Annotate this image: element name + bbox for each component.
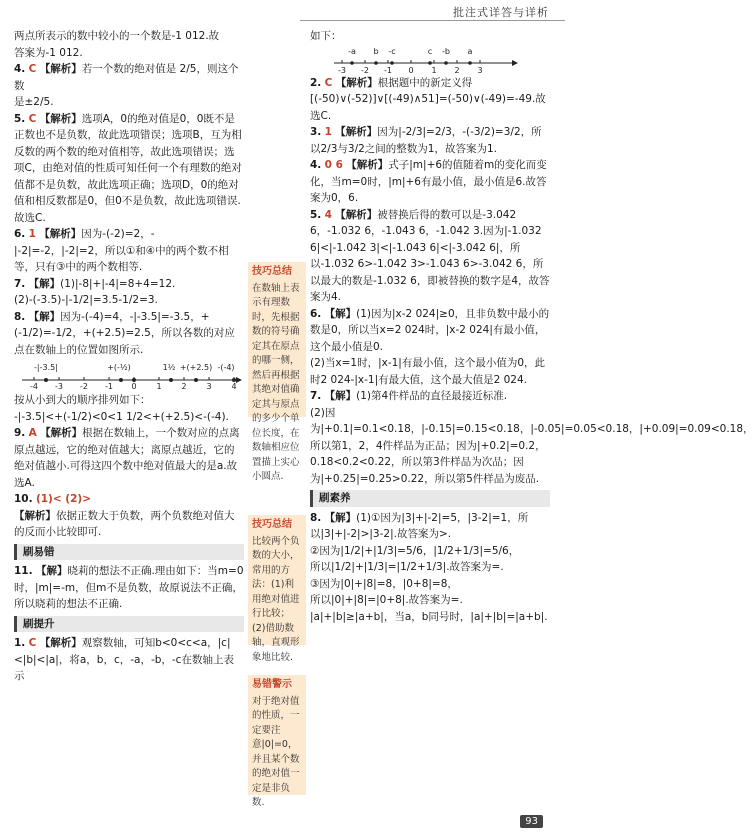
question-5 [14, 111, 244, 227]
question-4-right [310, 157, 550, 207]
svg-text:b: b [373, 46, 379, 56]
question-number: 5. [310, 208, 322, 221]
text-line: -|-3.5|<+(-1/2)<0<1 1/2<+(+2.5)<-(-4). [14, 410, 229, 423]
svg-text:3: 3 [477, 65, 483, 75]
section-band: 刷易错 [14, 544, 244, 561]
question-number: 7. [310, 390, 322, 402]
question-number: 6. [14, 228, 26, 240]
analysis-tag: 【解析】 [39, 228, 82, 240]
side-note-tag: 技巧总结 [252, 266, 292, 277]
solution-text: 因为-(-4)=4，-|-3.5|=-3.5，+(-1/2)=-1/2，+(+2.5)=2.5，所以各数的对应点在数轴上的位置如图所示. [14, 310, 235, 356]
analysis-text: 依据正数大于负数，两个负数绝对值大的反而小比较即可. [14, 509, 235, 538]
question-number: 8. [310, 511, 322, 524]
svg-text:c: c [427, 46, 433, 56]
analysis-text: 根据在数轴上，一个数对应的点离原点越远，它的绝对值越大；离原点越近，它的绝对值越小.可得这四个数中绝对值最大的是a.故选A. [14, 427, 240, 489]
svg-text:-2: -2 [80, 382, 88, 391]
text-line: 如下： [310, 30, 342, 42]
question-number: 8. [14, 310, 26, 323]
svg-text:3: 3 [206, 382, 212, 391]
solution-text: ③因为|0|+|8|=8，|0+8|=8， [310, 577, 458, 590]
question-8-right [310, 510, 550, 626]
solution-tag: 【解】 [28, 310, 61, 323]
solution-tag: 【解】 [324, 511, 357, 524]
solution-text: 晓莉的想法不正确.理由如下：当m=0时，|m|=-m，但m不是负数，故原说法不正确，所以晓莉的想法不正确. [14, 565, 244, 610]
svg-text:-b: -b [442, 46, 450, 56]
answer: C [28, 637, 37, 649]
question-number: 1. [14, 637, 26, 649]
text-line: 两点所表示的数中较小的一个数是-1 012.故 [14, 30, 220, 42]
answer: 1 [28, 228, 36, 240]
question-7 [14, 276, 244, 309]
solution-text: (1)第4件样品的直径最接近标准. [356, 390, 508, 402]
solution-text: (2)-(-3.5)-|-1/2|=3.5-1/2=3. [14, 294, 158, 306]
svg-text:-c: -c [388, 46, 396, 56]
question-number: 2. [310, 76, 322, 89]
analysis-tag: 【解析】 [335, 76, 378, 89]
solution-text: (1)|-8|+|-4|=8+4=12. [60, 277, 176, 290]
svg-text:4: 4 [231, 382, 237, 391]
side-note-text: 对于绝对值的性质，一定要注意|0|=0，并且某个数的绝对值一定是非负数. [252, 695, 300, 808]
solution-tag: 【解】 [324, 390, 357, 402]
question-number: 11. [14, 565, 33, 577]
solution-text: 所以|0|+|8|=|0+8|.故答案为=. [310, 594, 463, 606]
analysis-tag: 【解析】 [335, 208, 378, 221]
question-1 [14, 635, 244, 685]
solution-text: (1)因为|x-2 024|≥0，且非负数中最小的数是0，所以当x=2 024时，|x-2 024|有最小值，这个最小值是0. [310, 307, 550, 353]
analysis-text: 因为|-2/3|=2/3，-(-3/2)=3/2，所以2/3与3/2之间的整数为1，故答案为1. [310, 126, 542, 155]
solution-tag: 【解】 [35, 565, 68, 577]
question-5-right [310, 207, 550, 306]
solution-text: 所以|1/2|+|1/3|=|1/2+1/3|.故答案为=. [310, 561, 504, 573]
question-number: 9. [14, 427, 26, 439]
question-number: 7. [14, 277, 26, 290]
question-10 [14, 491, 244, 541]
side-note-1 [248, 262, 306, 482]
analysis-tag: 【解析】 [14, 509, 56, 522]
svg-text:-a: -a [348, 46, 356, 56]
solution-tag: 【解】 [28, 277, 61, 290]
side-note-2 [248, 515, 306, 663]
analysis-text: 因为-(-2)=2，-|-2|=-2，|-2|=2，所以①和④中的两个数不相等，只有③中的两个数相等. [14, 228, 229, 273]
analysis-text: 被替换后得的数可以是-3.042 6，-1.032 6，-1.043 6，-1.042 3.因为|-1.032 6|<|-1.042 3|<|-1.043 6|<|-3.042 6|，所以-1.032 6>-1.042 3>-1.043 6>-3.042 6，所以最大的数是-1.032 6，即被替换的数字是4，故答案为4. [310, 208, 550, 303]
question-8 [14, 309, 244, 359]
svg-text:1: 1 [156, 382, 162, 391]
solution-text: (1)①因为|3|+|-2|=5，|3-2|=1，所以|3|+|-2|>|3-2|.故答案为>. [310, 511, 529, 540]
page-number: 93 [520, 815, 543, 828]
svg-text:-1: -1 [384, 65, 392, 75]
number-line-figure [14, 358, 244, 392]
answer: 4 [324, 208, 332, 221]
solution-text: |a|+|b|≥|a+b|，当a，b同号时，|a|+|b|=|a+b|. [310, 610, 548, 623]
analysis-text: 观察数轴，可知b<0<c<a，|c|<|b|<|a|，将a，b，c，-a，-b，-c在数轴上表示 [14, 637, 234, 682]
analysis-text: 根据题中的新定义得[(-50)∨(-52)]∨[(-49)∧51]=(-50)∨(-49)=-49.故选C. [310, 76, 546, 122]
question-9 [14, 425, 244, 491]
svg-text:1½: 1½ [162, 363, 176, 372]
question-6-right [310, 306, 550, 389]
question-11 [14, 563, 244, 613]
svg-text:-2: -2 [361, 65, 369, 75]
answer: C [28, 112, 37, 125]
svg-text:2: 2 [454, 65, 460, 75]
right-column [310, 28, 754, 625]
answer: 0 6 [324, 159, 343, 171]
svg-text:-1: -1 [105, 382, 113, 391]
svg-text:1: 1 [431, 65, 437, 75]
svg-text:+(-½): +(-½) [107, 363, 131, 372]
svg-text:0: 0 [408, 65, 414, 75]
left-column [14, 28, 244, 685]
answer: (1)< (2)> [35, 493, 92, 505]
answer: C [324, 76, 333, 89]
question-number: 6. [310, 307, 322, 320]
svg-text:0: 0 [131, 382, 137, 391]
answer: 1 [324, 126, 332, 138]
page-header: 批注式详答与详析 [453, 6, 549, 19]
analysis-tag: 【解析】 [335, 126, 378, 138]
analysis-tag: 【解析】 [39, 637, 82, 649]
question-6 [14, 226, 244, 276]
analysis-text: 若一个数的绝对值是 2/5，则这个数 [14, 63, 239, 92]
svg-text:-(-4): -(-4) [217, 363, 235, 372]
solution-tag: 【解】 [324, 307, 357, 320]
question-number: 4. [14, 63, 26, 75]
svg-text:-4: -4 [30, 382, 38, 391]
svg-text:-3: -3 [55, 382, 63, 391]
answer: C [28, 63, 37, 75]
solution-text: (2)因为|+0.1|=0.1<0.18，|-0.15|=0.15<0.18，|-0.05|=0.05<0.18，|+0.09|=0.09<0.18，所以第1，2，4件样品为正品；因为|+0.2|=0.2，0.18<0.2<0.22，所以第3件样品为次品；因为|+0.25|=0.25>0.22，所以第5件样品为废品. [310, 406, 754, 485]
side-note-text: 在数轴上表示有理数时，先根据数的符号确定其在原点的哪一侧，然后再根据其绝对值确定其与原点的多少个单位长度，在数轴相应位置描上实心小圆点. [252, 282, 300, 482]
question-2 [310, 75, 550, 125]
analysis-tag: 【解析】 [39, 112, 82, 125]
analysis-text: 式子|m|+6的值随着m的变化而变化，当m=0时，|m|+6有最小值，最小值是6.故答案为0，6. [310, 159, 547, 204]
side-note-tag: 易错警示 [252, 679, 292, 690]
answer: A [28, 427, 37, 439]
analysis-tag: 【解析】 [40, 427, 83, 439]
analysis-tag: 【解析】 [39, 63, 82, 75]
svg-text:+(+2.5): +(+2.5) [179, 363, 213, 372]
svg-text:a: a [467, 46, 473, 56]
analysis-text: 选项A，0的绝对值是0，0既不是正数也不是负数，故此选项错误；选项B，互为相反数的两个数的绝对值相等，故此选项错误；选项C，由绝对值的性质可知任何一个有理数的绝对值都不是负数，故此选项正确；选项D，0的绝对值和相反数都是0，但0不是负数，故此选项错误.故选C. [14, 112, 242, 224]
question-7-right [310, 388, 754, 487]
svg-text:-3: -3 [338, 65, 346, 75]
analysis-tag: 【解析】 [346, 159, 389, 171]
side-note-text: 比较两个负数的大小，常用的方法：(1)利用绝对值进行比较；(2)借助数轴，直观形象地比较. [252, 535, 300, 663]
question-number: 5. [14, 112, 26, 125]
section-band: 刷素养 [310, 490, 550, 507]
question-number: 3. [310, 126, 322, 138]
text-line: 答案为-1 012. [14, 46, 83, 59]
svg-text:2: 2 [181, 382, 187, 391]
svg-text:-|-3.5|: -|-3.5| [34, 363, 58, 372]
analysis-text: 是±2/5. [14, 96, 54, 108]
side-note-3 [248, 675, 306, 808]
solution-text: ②因为|1/2|+|1/3|=5/6，|1/2+1/3|=5/6， [310, 544, 520, 557]
number-line-figure [330, 45, 520, 75]
text-line: 按从小到大的顺序排列如下： [14, 394, 151, 406]
solution-text: (2)当x=1时，|x-1|有最小值，这个最小值为0，此时2 024-|x-1|有最大值，这个最大值是2 024. [310, 357, 546, 386]
question-3 [310, 124, 550, 157]
section-band: 刷提升 [14, 616, 244, 633]
question-4 [14, 61, 244, 111]
side-note-tag: 技巧总结 [252, 519, 292, 530]
question-number: 10. [14, 493, 33, 505]
header-rule [300, 20, 565, 21]
question-number: 4. [310, 159, 322, 171]
